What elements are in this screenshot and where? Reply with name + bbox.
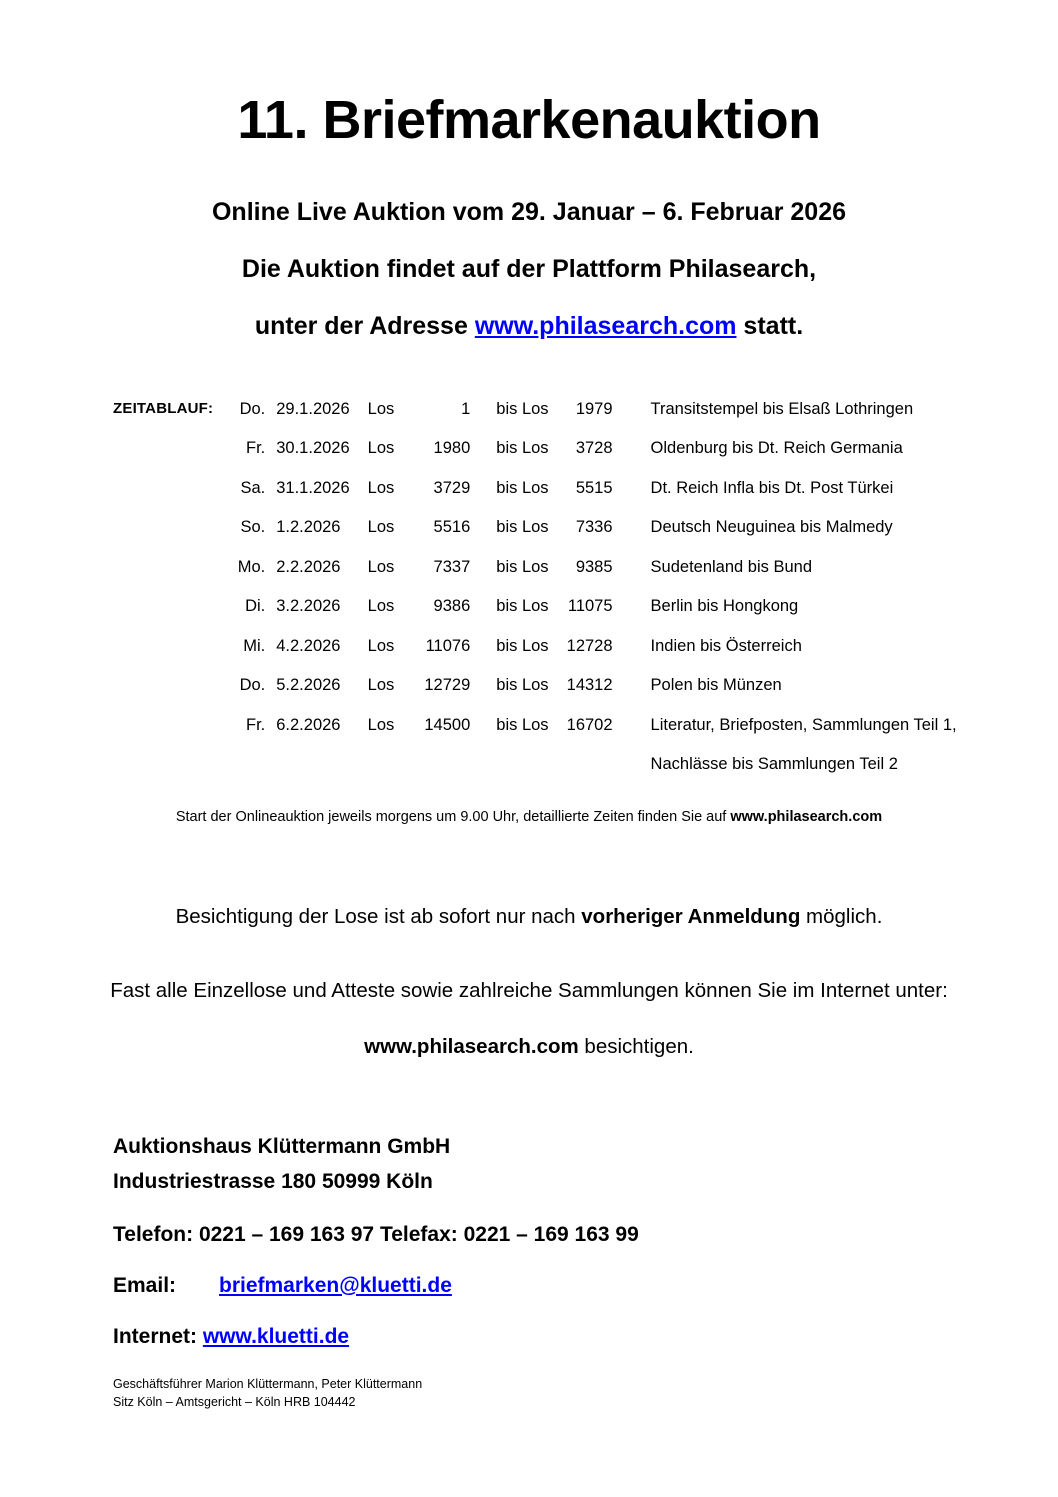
- row-lot-from: 11076: [425, 636, 471, 655]
- spacer-cell: [113, 677, 231, 717]
- page-title: 11. Briefmarkenauktion: [237, 90, 821, 150]
- legal-footer: [0, 1347, 1058, 1411]
- row-date: 2.2.2026: [276, 557, 341, 576]
- viewing-site-suffix: besichtigen.: [578, 1034, 694, 1058]
- row-lot-from: 1980: [433, 439, 471, 458]
- start-time-note: [0, 810, 1058, 825]
- row-date: 29.1.2026: [276, 399, 350, 418]
- row-description: Berlin bis Hongkong: [650, 597, 799, 616]
- row-lot-from: 7337: [433, 557, 471, 576]
- philasearch-link[interactable]: www.philasearch.com: [474, 311, 737, 340]
- row-description-continued: Nachlässe bis Sammlungen Teil 2: [650, 755, 898, 774]
- row-day: Do.: [239, 676, 266, 695]
- row-lot-from: 1: [461, 399, 471, 418]
- row-bis-los-word: bis Los: [496, 557, 549, 576]
- schedule-section: [0, 401, 1058, 773]
- spacer-cell: [368, 756, 395, 773]
- row-bis-los-word: bis Los: [496, 715, 549, 734]
- row-description: Polen bis Münzen: [650, 676, 782, 695]
- table-row: [113, 598, 957, 638]
- spacer-cell: [113, 717, 231, 757]
- address-prefix-text: unter der Adresse: [254, 311, 475, 340]
- spacer-cell: [113, 756, 231, 773]
- row-day: So.: [240, 518, 266, 537]
- row-los-word: Los: [367, 478, 395, 497]
- spacer-cell: [496, 756, 554, 773]
- row-bis-los-word: bis Los: [496, 478, 549, 497]
- table-row: [113, 638, 957, 678]
- spacer-cell: [113, 559, 231, 599]
- row-description: Deutsch Neuguinea bis Malmedy: [650, 518, 893, 537]
- table-row: [113, 717, 957, 757]
- note-site: www.philasearch.com: [730, 808, 883, 825]
- row-date: 31.1.2026: [276, 478, 350, 497]
- table-row: [113, 559, 957, 599]
- row-lot-to: 14312: [566, 676, 613, 695]
- row-description: Indien bis Österreich: [650, 636, 802, 655]
- viewing-appointment-line: [0, 845, 1058, 928]
- spacer-cell: [394, 756, 496, 773]
- row-bis-los-word: bis Los: [496, 399, 549, 418]
- row-date: 4.2.2026: [276, 636, 341, 655]
- internet-row: [113, 1296, 1058, 1347]
- row-lot-to: 3728: [575, 439, 613, 458]
- schedule-table-body: [113, 401, 957, 773]
- row-lot-to: 11075: [567, 597, 613, 616]
- email-row: [113, 1245, 1058, 1296]
- row-description: Oldenburg bis Dt. Reich Germania: [650, 439, 903, 458]
- table-row: [113, 677, 957, 717]
- row-lot-to: 5515: [575, 478, 613, 497]
- row-lot-to: 9385: [575, 557, 613, 576]
- row-bis-los-word: bis Los: [496, 597, 549, 616]
- row-los-word: Los: [367, 636, 395, 655]
- row-bis-los-word: bis Los: [496, 439, 549, 458]
- row-lot-to: 16702: [566, 715, 613, 734]
- footer-management-line: Geschäftsführer Marion Klüttermann, Peter Klüttermann: [113, 1376, 423, 1391]
- spacer-cell: [113, 638, 231, 678]
- row-day: Mi.: [243, 636, 266, 655]
- company-name: Auktionshaus Klüttermann GmbH: [113, 1134, 451, 1158]
- schedule-label: ZEITABLAUF:: [113, 399, 214, 417]
- row-day: Fr.: [246, 715, 266, 734]
- row-day: Di.: [245, 597, 266, 616]
- row-los-word: Los: [367, 439, 395, 458]
- row-lot-from: 14500: [424, 715, 471, 734]
- contact-section: [0, 1078, 1058, 1347]
- internet-label: Internet:: [113, 1324, 197, 1348]
- platform-address-subtitle: [0, 282, 1058, 339]
- row-description: Sudetenland bis Bund: [650, 557, 813, 576]
- viewing-suffix-text: möglich.: [800, 904, 883, 928]
- row-bis-los-word: bis Los: [496, 636, 549, 655]
- row-description: Dt. Reich Infla bis Dt. Post Türkei: [650, 478, 894, 497]
- row-date: 1.2.2026: [276, 518, 341, 537]
- company-phone-fax: Telefon: 0221 – 169 163 97 Telefax: 0221 – 169 163 99: [113, 1222, 639, 1246]
- row-lot-from: 3729: [433, 478, 471, 497]
- platform-subtitle: Die Auktion findet auf der Plattform Philasearch,: [241, 254, 817, 283]
- table-row: [113, 480, 957, 520]
- table-row: [113, 519, 957, 559]
- row-los-word: Los: [367, 399, 395, 418]
- row-day: Do.: [239, 399, 266, 418]
- row-los-word: Los: [367, 597, 395, 616]
- header-block: [0, 0, 1058, 339]
- row-date: 5.2.2026: [276, 676, 341, 695]
- row-lot-from: 12729: [424, 676, 471, 695]
- row-lot-to: 1979: [575, 399, 613, 418]
- row-los-word: Los: [367, 676, 395, 695]
- viewing-info-section: [0, 845, 1058, 1058]
- row-lot-to: 7336: [575, 518, 613, 537]
- address-suffix-text: statt.: [736, 311, 804, 340]
- spacer-cell: [231, 756, 276, 773]
- row-day: Fr.: [246, 439, 266, 458]
- spacer-cell: [276, 756, 367, 773]
- email-label: Email:: [113, 1273, 177, 1297]
- auction-dates-subtitle: Online Live Auktion vom 29. Januar – 6. Februar 2026: [211, 197, 847, 226]
- email-link[interactable]: briefmarken@kluetti.de: [219, 1273, 452, 1297]
- online-viewing-site-line: [0, 1022, 1058, 1058]
- footer-registration-line: Sitz Köln – Amtsgericht – Köln HRB 104442: [113, 1394, 356, 1409]
- row-day: Sa.: [240, 478, 266, 497]
- viewing-bold-text: vorheriger Anmeldung: [581, 904, 801, 928]
- viewing-site: www.philasearch.com: [364, 1034, 579, 1058]
- row-description: Transitstempel bis Elsaß Lothringen: [650, 399, 914, 418]
- row-day: Mo.: [237, 557, 266, 576]
- row-los-word: Los: [367, 715, 395, 734]
- row-bis-los-word: bis Los: [496, 676, 549, 695]
- row-lot-from: 5516: [433, 518, 471, 537]
- table-row-continuation: [113, 756, 957, 773]
- spacer-cell: [555, 756, 651, 773]
- row-los-word: Los: [367, 557, 395, 576]
- spacer-cell: [113, 519, 231, 559]
- spacer-cell: [113, 598, 231, 638]
- row-date: 6.2.2026: [276, 715, 341, 734]
- row-lot-to: 12728: [566, 636, 613, 655]
- row-description: Literatur, Briefposten, Sammlungen Teil 1,: [650, 715, 957, 734]
- company-address: Industriestrasse 180 50999 Köln: [113, 1169, 433, 1193]
- note-text: Start der Onlineauktion jeweils morgens um 9.00 Uhr, detaillierte Zeiten finden Sie auf: [175, 808, 731, 825]
- spacer-cell: [113, 440, 231, 480]
- row-los-word: Los: [367, 518, 395, 537]
- row-bis-los-word: bis Los: [496, 518, 549, 537]
- online-viewing-line: Fast alle Einzellose und Atteste sowie zahlreiche Sammlungen können Sie im Internet unter:: [110, 978, 948, 1002]
- viewing-prefix-text: Besichtigung der Lose ist ab sofort nur nach: [175, 904, 582, 928]
- row-date: 3.2.2026: [276, 597, 341, 616]
- table-row: [113, 401, 957, 441]
- row-lot-from: 9386: [433, 597, 471, 616]
- row-date: 30.1.2026: [276, 439, 350, 458]
- website-link[interactable]: www.kluetti.de: [202, 1324, 350, 1348]
- table-row: [113, 440, 957, 480]
- schedule-table: [113, 401, 957, 773]
- spacer-cell: [113, 480, 231, 520]
